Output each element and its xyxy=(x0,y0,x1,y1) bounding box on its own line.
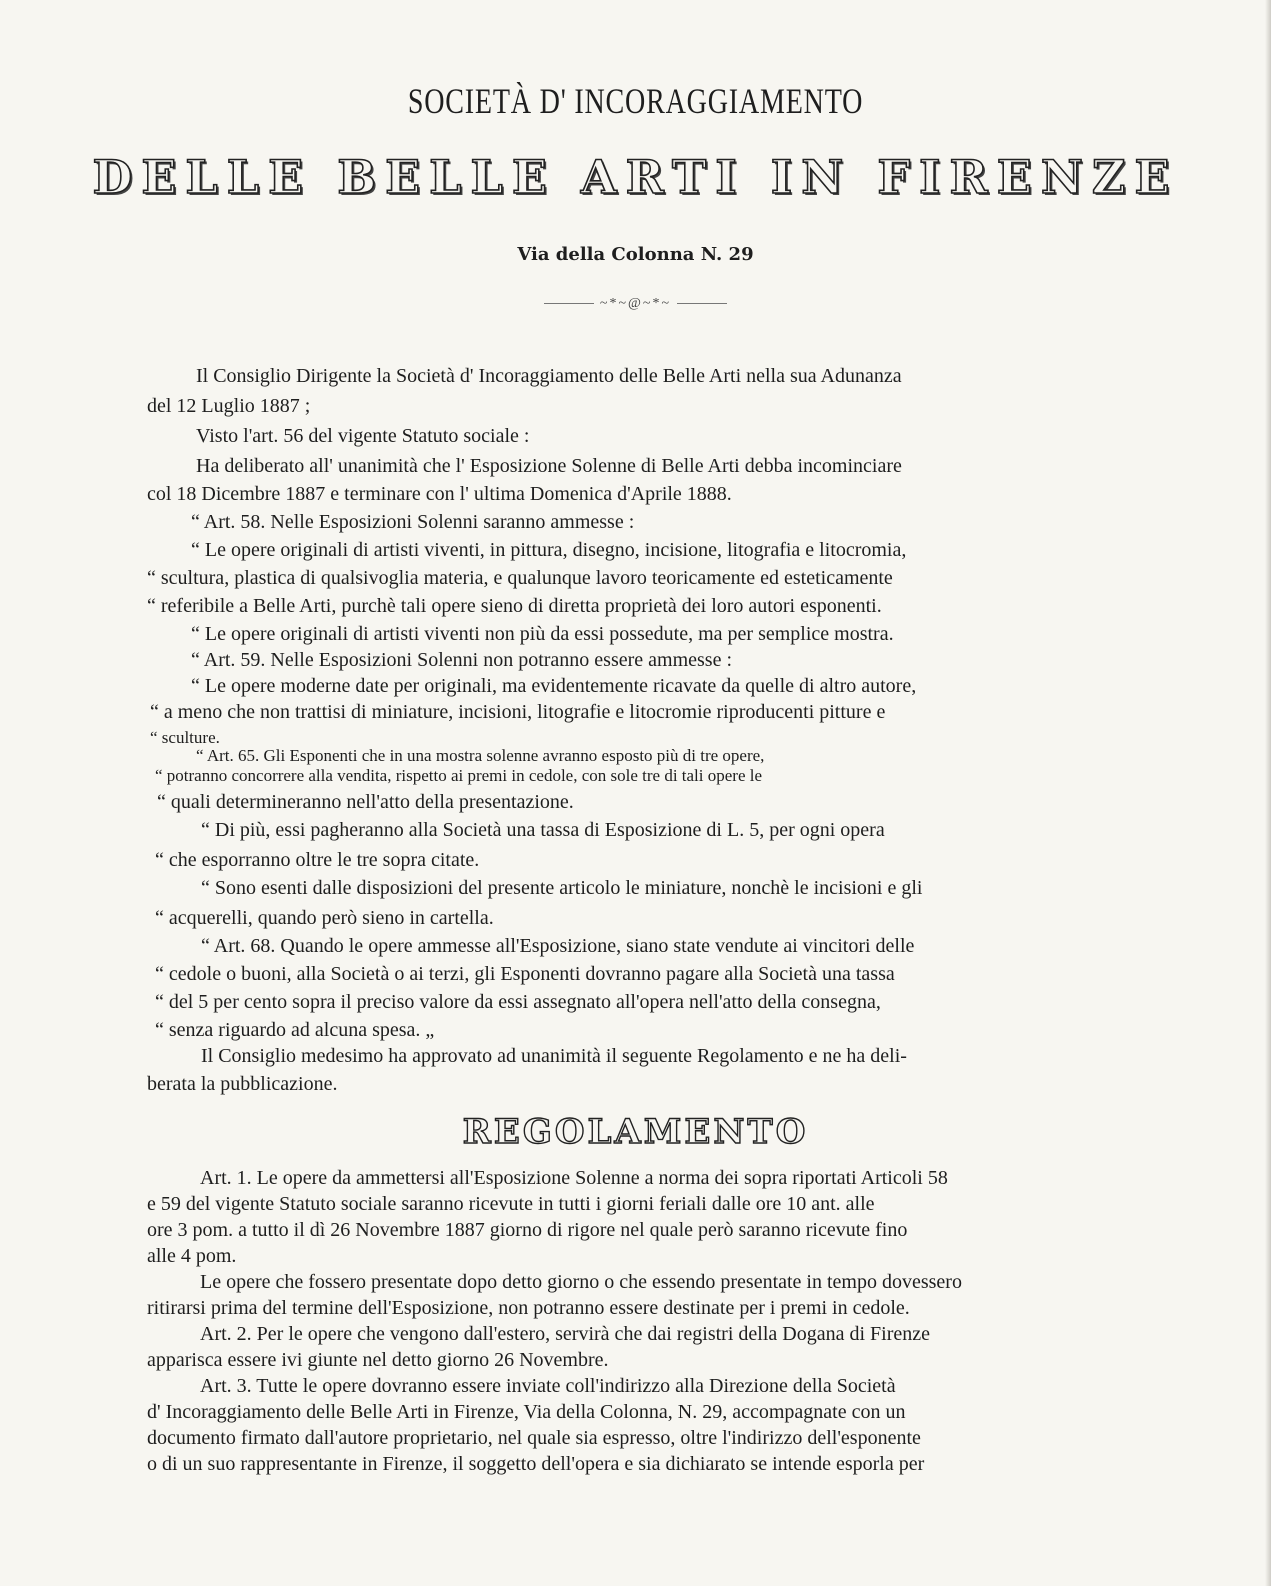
ornament-divider xyxy=(0,296,1271,312)
section-heading: REGOLAMENTO xyxy=(462,1112,809,1152)
text-line: “ che esporranno oltre le tre sopra citate. xyxy=(155,849,480,871)
text-line: Art. 3. Tutte le opere dovranno essere inviate coll'indirizzo alla Direzione della Società xyxy=(200,1375,896,1397)
text-line: “ quali determineranno nell'atto della presentazione. xyxy=(157,791,574,813)
text-line: “ Art. 65. Gli Esponenti che in una mostra solenne avranno esposto più di tre opere, xyxy=(196,746,765,765)
text-line: Visto l'art. 56 del vigente Statuto sociale : xyxy=(196,425,530,447)
text-line: “ scultura, plastica di qualsivoglia materia, e qualunque lavoro teoricamente ed esteticamente xyxy=(147,567,893,589)
text-line: “ cedole o buoni, alla Società o ai terzi, gli Esponenti dovranno pagare alla Società una tassa xyxy=(155,963,895,985)
society-subtitle: DELLE BELLE ARTI IN FIRENZE xyxy=(92,150,1179,204)
text-line: Art. 1. Le opere da ammettersi all'Esposizione Solenne a norma dei sopra riportati Articoli 58 xyxy=(200,1167,948,1189)
text-line: “ potranno concorrere alla vendita, rispetto ai premi in cedole, con sole tre di tali opere le xyxy=(155,766,763,785)
text-line: Ha deliberato all' unanimità che l' Esposizione Solenne di Belle Arti debba incominciare xyxy=(196,455,902,477)
text-line: “ del 5 per cento sopra il preciso valore da essi assegnato all'opera nell'atto della consegna, xyxy=(155,991,881,1013)
text-line: Art. 2. Per le opere che vengono dall'estero, servirà che dai registri della Dogana di Firenze xyxy=(200,1323,930,1345)
text-line: del 12 Luglio 1887 ; xyxy=(147,395,311,417)
text-line: “ Le opere originali di artisti viventi non più da essi possedute, ma per semplice mostra. xyxy=(191,623,894,645)
text-line: “ Art. 58. Nelle Esposizioni Solenni saranno ammesse : xyxy=(191,511,635,533)
text-line: apparisca essere ivi giunte nel detto giorno 26 Novembre. xyxy=(147,1349,609,1371)
text-line: “ Di più, essi pagheranno alla Società una tassa di Esposizione di L. 5, per ogni opera xyxy=(201,819,885,841)
text-line: berata la pubblicazione. xyxy=(147,1073,338,1095)
text-line: alle 4 pom. xyxy=(147,1245,237,1267)
text-line: ore 3 pom. a tutto il dì 26 Novembre 1887 giorno di rigore nel quale però saranno ricevute fino xyxy=(147,1219,908,1241)
text-line: o di un suo rappresentante in Firenze, il soggetto dell'opera e sia dichiarato se intende esporla per xyxy=(147,1453,925,1475)
text-line: “ Art. 68. Quando le opere ammesse all'Esposizione, siano state vendute ai vincitori delle xyxy=(201,935,915,957)
text-line: “ Art. 59. Nelle Esposizioni Solenni non potranno essere ammesse : xyxy=(191,649,733,671)
address: Via della Colonna N. 29 xyxy=(517,244,754,265)
text-line: “ a meno che non trattisi di miniature, incisioni, litografie e litocromie riproducenti pitture e xyxy=(150,701,886,723)
ornament-glyphs: ~*~@~*~ xyxy=(599,296,672,311)
text-line: ritirarsi prima del termine dell'Esposizione, non potranno essere destinate per i premi in cedole. xyxy=(147,1297,910,1319)
text-line: Il Consiglio Dirigente la Società d' Incoraggiamento delle Belle Arti nella sua Adunanza xyxy=(196,365,902,387)
text-line: “ Sono esenti dalle disposizioni del presente articolo le miniature, nonchè le incisioni e gli xyxy=(201,877,923,899)
text-line: e 59 del vigente Statuto sociale saranno ricevute in tutti i giorni feriali dalle ore 10 ant. alle xyxy=(147,1193,875,1215)
society-title: SOCIETÀ D' INCORAGGIAMENTO xyxy=(407,81,864,121)
text-line: Le opere che fossero presentate dopo detto giorno o che essendo presentate in tempo dovessero xyxy=(200,1271,962,1293)
text-line: Il Consiglio medesimo ha approvato ad unanimità il seguente Regolamento e ne ha deli- xyxy=(201,1045,907,1067)
text-line: “ acquerelli, quando però sieno in cartella. xyxy=(155,907,494,929)
text-line: “ Le opere moderne date per originali, ma evidentemente ricavate da quelle di altro autore, xyxy=(191,675,917,697)
text-line: “ senza riguardo ad alcuna spesa. „ xyxy=(155,1019,435,1041)
text-line: “ Le opere originali di artisti viventi, in pittura, disegno, incisione, litografia e litocromia, xyxy=(191,539,907,561)
text-line: d' Incoraggiamento delle Belle Arti in Firenze, Via della Colonna, N. 29, accompagnate con un xyxy=(147,1401,906,1423)
text-line: documento firmato dall'autore proprietario, nel quale sia espresso, oltre l'indirizzo dell'esponente xyxy=(147,1427,921,1449)
page-edge xyxy=(1265,0,1271,1586)
text-line: col 18 Dicembre 1887 e terminare con l' ultima Domenica d'Aprile 1888. xyxy=(147,483,732,505)
text-line: “ referibile a Belle Arti, purchè tali opere sieno di diretta proprietà dei loro autori esponenti. xyxy=(147,595,882,617)
text-line: “ sculture. xyxy=(150,728,220,747)
